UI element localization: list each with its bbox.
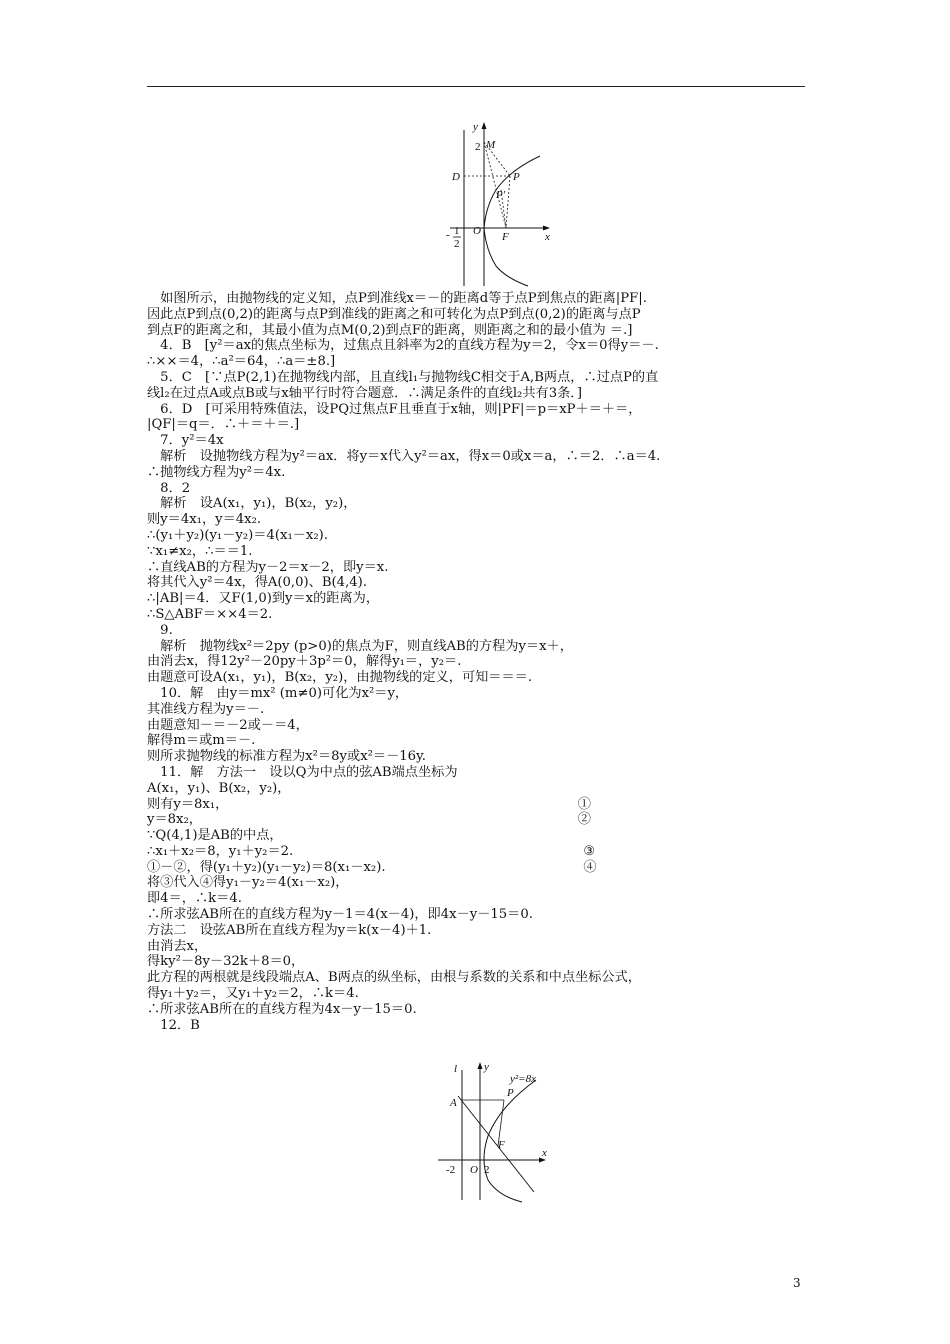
text-line: 7．y²＝4x <box>147 433 224 449</box>
text-line: ∴××＝4，∴a²＝64，∴a＝±8.] <box>147 354 336 370</box>
fig2-curve-label: y²=8x <box>510 1073 536 1085</box>
fig1-origin-label: O <box>473 225 481 237</box>
text-line: 此方程的两根就是线段端点A、B两点的纵坐标，由根与系数的关系和中点坐标公式， <box>147 970 641 986</box>
text-line: y＝8x₂， ② <box>147 812 591 828</box>
text-line: 得y₁＋y₂＝，又y₁＋y₂＝2，∴k＝4. <box>147 986 359 1002</box>
text-line: ∴所求弦AB所在的直线方程为4x－y－15＝0. <box>147 1001 417 1017</box>
text-line: 由消去x， <box>147 938 208 954</box>
fig1-neg-sign: - <box>446 229 450 241</box>
text-line: A(x₁，y₁)、B(x₂，y₂)， <box>147 780 291 796</box>
text-line: 12．B <box>147 1017 200 1033</box>
text-line: 10．解 由y＝mx² (m≠0)可化为x²＝y， <box>147 685 409 701</box>
fig2-two-label: 2 <box>484 1164 490 1176</box>
text-line: 则所求抛物线的标准方程为x²＝8y或x²＝－16y. <box>147 749 426 765</box>
text-line: 8．2 <box>147 480 191 496</box>
fig1-m-label: M <box>486 139 496 151</box>
text-line: ①－②，得(y₁＋y₂)(y₁－y₂)＝8(x₁－x₂). ④ <box>147 859 597 875</box>
fig2-origin-label: O <box>470 1164 478 1176</box>
fig1-two-label: 2 <box>475 141 481 153</box>
text-line: 将其代入y²＝4x，得A(0,0)、B(4,4). <box>147 575 367 591</box>
figure-parabola-1 <box>440 118 560 290</box>
fig2-y-label: y <box>484 1061 489 1073</box>
page-number: 3 <box>793 1276 801 1290</box>
text-line: 线l₂在过点A或点B或与x轴平行时符合题意．∴满足条件的直线l₂共有3条．] <box>147 385 583 401</box>
text-line: 解析 设A(x₁，y₁)，B(x₂，y₂)， <box>147 496 357 512</box>
fig2-l-label: l <box>454 1063 458 1075</box>
header-rule <box>147 86 805 87</box>
fig2-x-label: x <box>542 1147 547 1159</box>
fig1-pprime-label: P' <box>496 189 506 201</box>
text-line: ∵Q(4,1)是AB的中点， <box>147 828 283 844</box>
text-line: ∴|AB|＝4．又F(1,0)到y＝x的距离为， <box>147 591 380 607</box>
text-line: 4．B [y²＝ax的焦点坐标为，过焦点且斜率为2的直线方程为y＝2，令x＝0得y＝－. <box>147 338 659 354</box>
text-line: |QF|＝q＝．∴＋＝＋＝.] <box>147 417 300 433</box>
text-line: 如图所示，由抛物线的定义知，点P到准线x＝－的距离d等于点P到焦点的距离|PF|. <box>147 291 647 306</box>
text-line: 到点F的距离之和，其最小值为点M(0,2)到点F的距离，则距离之和的最小值为 ＝.] <box>147 322 633 338</box>
text-line: ∴所求弦AB所在的直线方程为y－1＝4(x－4)，即4x－y－15＝0. <box>147 907 533 923</box>
fig1-y-label: y <box>473 121 478 133</box>
text-line: 其准线方程为y＝－. <box>147 701 265 717</box>
solution-text <box>147 291 817 1033</box>
text-line: ∴(y₁＋y₂)(y₁－y₂)＝4(x₁－x₂). <box>147 527 328 543</box>
text-line: 方法二 设弦AB所在直线方程为y＝k(x－4)＋1. <box>147 922 432 938</box>
fig1-x-label: x <box>545 231 550 243</box>
text-line: 9. <box>147 622 173 638</box>
text-line: 则y＝4x₁，y＝4x₂. <box>147 512 262 528</box>
fig2-f-label: F <box>498 1139 505 1151</box>
text-line: 11．解 方法一 设以Q为中点的弦AB端点坐标为 <box>147 764 458 780</box>
text-line: 则有y＝8x₁， ① <box>147 796 591 812</box>
text-line: 将③代入④得y₁－y₂＝4(x₁－x₂)， <box>147 875 349 891</box>
text-line: 6．D [可采用特殊值法，设PQ过焦点F且垂直于x轴，则|PF|＝p＝xP＋＝＋＝， <box>147 401 642 417</box>
fig2-p-label: P <box>507 1087 514 1099</box>
text-line: 得ky²－8y－32k＋8＝0， <box>147 954 305 970</box>
text-line: ∴直线AB的方程为y－2＝x－2，即y＝x. <box>147 559 389 575</box>
text-line: 解析 设抛物线方程为y²＝ax．将y＝x代入y²＝ax，得x＝0或x＝a，∴＝2．∴a＝4. <box>147 448 661 464</box>
fig1-d-label: D <box>452 171 460 183</box>
text-line: ∴抛物线方程为y²＝4x. <box>147 464 286 480</box>
text-line: 因此点P到点(0,2)的距离与点P到准线的距离之和可转化为点P到点(0,2)的距离与点P <box>147 306 641 322</box>
text-line: 即4＝，∴k＝4. <box>147 891 242 907</box>
text-line: 由题意可设A(x₁，y₁)，B(x₂，y₂)，由抛物线的定义，可知＝＝＝. <box>147 670 533 686</box>
fig2-a-label: A <box>450 1097 457 1109</box>
text-line: 5．C [∵点P(2,1)在抛物线内部，且直线l₁与抛物线C相交于A,B两点，∴过点P的直 <box>147 369 659 385</box>
fig1-frac-den: 2 <box>454 238 460 250</box>
text-line: 解析 抛物线x²＝2py (p>0)的焦点为F，则直线AB的方程为y＝x＋， <box>147 638 573 654</box>
text-line: ∴S△ABF＝××4＝2. <box>147 606 273 622</box>
text-line: ∴x₁＋x₂＝8，y₁＋y₂＝2. ③ <box>147 843 596 859</box>
fig1-frac-num: 1 <box>454 225 460 237</box>
figure-parabola-2 <box>418 1056 558 1206</box>
text-line: 由题意知－＝－2或－＝4， <box>147 717 309 733</box>
fig1-p-label: P <box>513 171 520 183</box>
fig1-f-label: F <box>502 231 509 243</box>
fig2-neg2-label: -2 <box>446 1164 456 1176</box>
text-line: ∵x₁≠x₂，∴＝＝1. <box>147 543 253 559</box>
text-line: 解得m＝或m＝－. <box>147 733 256 749</box>
text-line: 由消去x，得12y²－20py＋3p²＝0，解得y₁＝，y₂＝. <box>147 654 462 670</box>
